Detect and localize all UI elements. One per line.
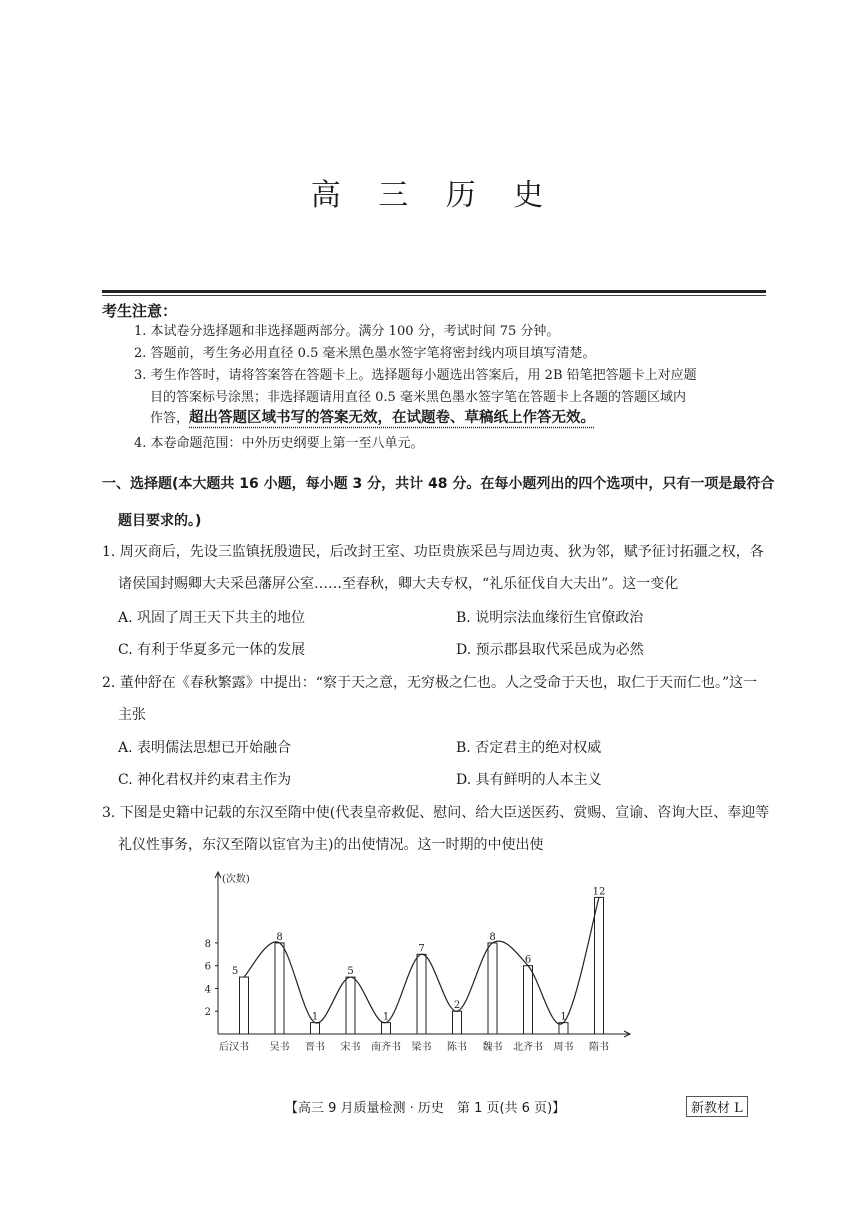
notice-item-3-cont: 目的答案标号涂黑；非选择题请用直径 0.5 毫米黑色墨水签字笔在答题卡上各题的答题区域内	[150, 390, 686, 405]
bar-value-label: 12	[592, 886, 606, 898]
category-label: 吴书	[269, 1042, 290, 1053]
y-tick-label: 8	[204, 938, 211, 950]
category-label: 晋书	[305, 1042, 325, 1053]
envoy-chart	[190, 866, 640, 1062]
bar	[524, 966, 533, 1034]
y-tick-label: 6	[204, 961, 211, 973]
notice-item-3-prefix: 作答，	[150, 411, 190, 426]
bar-value-label: 1	[560, 1011, 567, 1023]
bar	[488, 943, 497, 1034]
notice-item-2: 2. 答题前，考生务必用直径 0.5 毫米黑色墨水签字笔将密封线内项目填写清楚。	[134, 346, 596, 361]
bar	[311, 1023, 320, 1034]
bar	[346, 977, 355, 1034]
question-2-option-a: A. 表明儒法思想已开始融合	[118, 740, 292, 756]
question-1-option-a: A. 巩固了周王天下共主的地位	[118, 610, 306, 626]
question-2-line-2: 主张	[118, 707, 146, 723]
bar	[595, 897, 604, 1034]
bar	[453, 1011, 462, 1034]
notice-item-3: 3. 考生作答时，请将答案答在答题卡上。选择题每小题选出答案后，用 2B 铅笔把答题卡上对应题	[134, 368, 697, 383]
y-tick-label: 4	[204, 984, 211, 996]
question-3-line-2: 礼仪性事务，东汉至隋以宦官为主)的出使情况。这一时期的中使出使	[118, 837, 544, 853]
category-label: 梁书	[411, 1042, 432, 1053]
bar-value-label: 5	[231, 966, 239, 978]
y-tick-label: 2	[204, 1007, 211, 1019]
bar-value-label: 8	[276, 931, 283, 943]
category-label: 周书	[553, 1042, 574, 1053]
notice-item-1: 1. 本试卷分选择题和非选择题两部分。满分 100 分，考试时间 75 分钟。	[134, 324, 560, 339]
notice-item-3-emphasis: 超出答题区域书写的答案无效，在试题卷、草稿纸上作答无效。	[189, 410, 596, 426]
question-2-option-d: D. 具有鲜明的人本主义	[456, 772, 602, 788]
paper-title: 高 三 历 史	[310, 178, 558, 213]
section-heading-cont: 题目要求的。)	[118, 513, 202, 529]
bar-value-label: 5	[347, 966, 354, 978]
question-1-option-c: C. 有利于华夏多元一体的发展	[118, 642, 306, 658]
notice-item-3-line3	[150, 408, 595, 429]
question-3-line-1: 3. 下图是史籍中记载的东汉至隋中使(代表皇帝救促、慰问、给大臣送医药、赏赐、宣谕、咨询大臣、奉迎等	[102, 805, 770, 821]
category-label: 魏书	[482, 1042, 503, 1053]
page-footer: 【高三 9 月质量检测 · 历史 第 1 页(共 6 页)】	[285, 1101, 566, 1116]
question-1-line-1: 1. 周灭商后，先设三监镇抚殷遗民，后改封王室、功臣贵族采邑与周边夷、狄为邻，赋予征讨拓疆之权，各	[102, 544, 764, 560]
bar	[417, 954, 426, 1034]
bar-value-label: 8	[489, 931, 496, 943]
bar-value-label: 7	[418, 943, 425, 955]
question-2-option-c: C. 神化君权并约束君主作为	[118, 772, 292, 788]
header-rule-thin	[102, 295, 766, 296]
edition-badge: 新教材 L	[686, 1096, 748, 1117]
question-2-option-b: B. 否定君主的绝对权威	[456, 740, 602, 756]
bar-value-label: 1	[311, 1011, 319, 1023]
category-label: 北齐书	[513, 1042, 543, 1053]
category-label: 陈书	[447, 1042, 467, 1053]
question-1-option-b: B. 说明宗法血缘衍生官僚政治	[456, 610, 644, 626]
question-1-line-2: 诸侯国封赐卿大夫采邑藩屏公室……至春秋，卿大夫专权，“礼乐征伐自大夫出”。这一变化	[118, 576, 679, 592]
category-label: 南齐书	[371, 1042, 401, 1053]
bar-value-label: 1	[382, 1011, 390, 1023]
category-label: 隋书	[589, 1042, 609, 1053]
question-2-line-1: 2. 董仲舒在《春秋繁露》中提出：“察于天之意，无穷极之仁也。人之受命于天也，取仁于天而仁也。”这一	[102, 675, 758, 691]
bar-value-label: 6	[524, 954, 532, 966]
notice-heading: 考生注意：	[102, 302, 178, 320]
category-label: 宋书	[340, 1042, 361, 1053]
section-heading: 一、选择题(本大题共 16 小题，每小题 3 分，共计 48 分。在每小题列出的四个选项中，只有一项是最符合	[102, 476, 775, 492]
header-rule-thick	[102, 290, 766, 293]
bar	[382, 1023, 391, 1034]
bar	[240, 977, 249, 1034]
y-axis-label: (次数)	[222, 874, 250, 885]
notice-item-4: 4. 本卷命题范围：中外历史纲要上第一至八单元。	[134, 436, 424, 451]
category-label: 后汉书	[219, 1042, 249, 1053]
bar	[275, 943, 284, 1034]
question-1-option-d: D. 预示郡县取代采邑成为必然	[456, 642, 644, 658]
bar-value-label: 2	[453, 1000, 461, 1012]
